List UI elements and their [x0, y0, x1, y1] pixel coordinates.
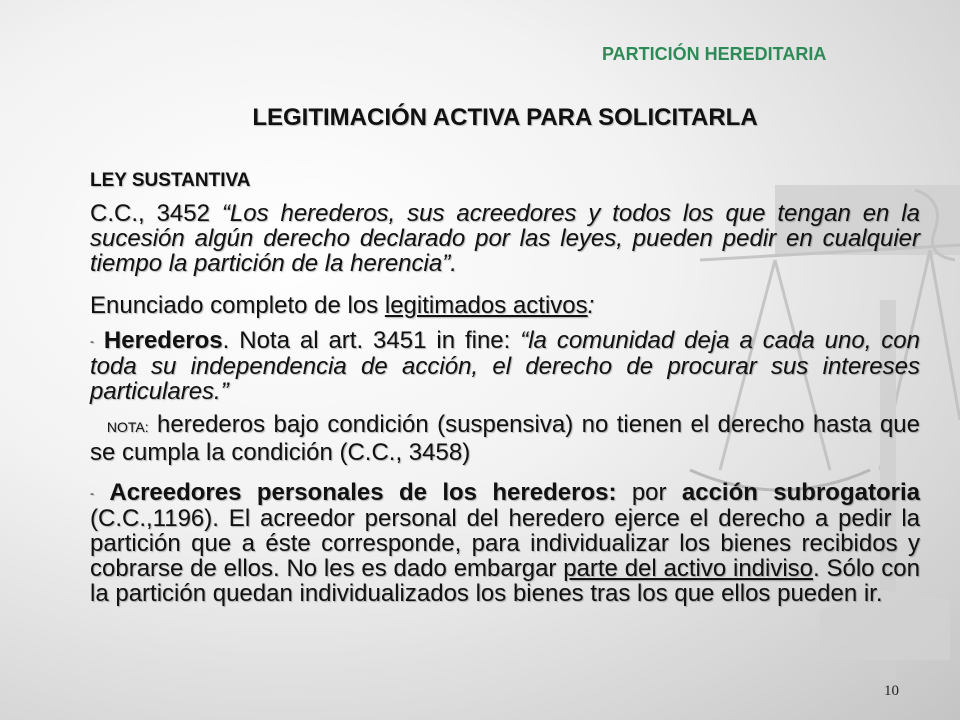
paragraph-2-underlined: legitimados activos [384, 292, 588, 319]
paragraph-5-text-2: (C.C.,1196). El acreedor personal del heredero ejerce el derecho a pedir la partición que a éste corresponde, para individualizar los bienes recibidos y cobrarse de ellos. No les es dado embargar [90, 505, 920, 583]
paragraph-3-text: . Nota al art. 3451 in fine: [222, 327, 521, 354]
paragraph-3-bold: Herederos [103, 327, 223, 354]
paragraph-3-quote: “la comunidad deja a cada uno, con toda su independencia de acción, el derecho de procurar sus intereses particulares.” [90, 327, 920, 406]
bullet-dash: - [90, 334, 94, 349]
paragraph-nota [90, 412, 920, 465]
paragraph-acreedores [90, 480, 920, 606]
paragraph-4-text: herederos bajo condición (suspensiva) no tienen el derecho hasta que se cumpla la condición (C.C., 3458) [90, 411, 920, 466]
paragraph-5-bold-1: Acreedores personales de los herederos: [109, 479, 617, 506]
section-label: LEY SUSTANTIVA [90, 170, 251, 191]
paragraph-enunciado [90, 293, 920, 318]
bullet-dash: - [90, 486, 94, 501]
paragraph-1-quote: “Los herederos, sus acreedores y todos los que tengan en la sucesión algún derecho declarado por las leyes, pueden pedir en cualquier tiempo la partición de la herencia”. [90, 200, 920, 277]
slide-title: LEGITIMACIÓN ACTIVA PARA SOLICITARLA [252, 104, 758, 131]
paragraph-5-bold-2: acción subrogatoria [681, 479, 920, 506]
paragraph-1-ref: C.C., 3452 [90, 200, 222, 227]
paragraph-5-text-3: . Sólo con la partición quedan individualizados los bienes tras los que ellos pueden ir. [90, 555, 921, 608]
page-number: 10 [884, 683, 899, 699]
paragraph-2-before: Enunciado completo de los [90, 292, 385, 319]
paragraph-herederos [90, 328, 920, 404]
paragraph-5-text-1: por [616, 479, 682, 506]
slide-subtitle: PARTICIÓN HEREDITARIA [602, 44, 827, 64]
note-label: NOTA: [106, 419, 149, 435]
paragraph-2-after: : [587, 292, 595, 319]
paragraph-cc-3452 [90, 201, 920, 276]
paragraph-5-underlined: parte del activo indiviso [563, 555, 814, 583]
